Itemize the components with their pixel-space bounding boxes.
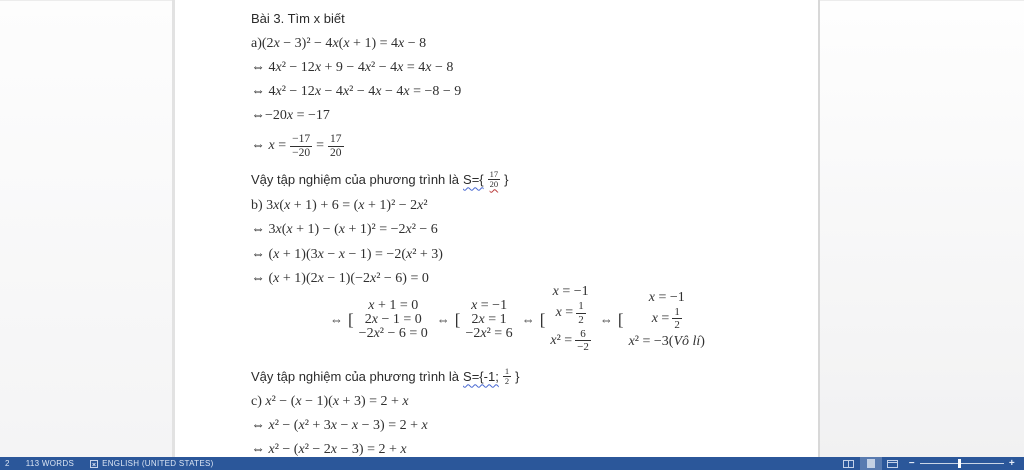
- equivalence-arrow: ⇔: [599, 312, 613, 327]
- equation-b-1: ⇔ 3x(x + 1) − (x + 1)² = −2x² − 6: [251, 222, 438, 237]
- equals-sign: =: [316, 138, 325, 154]
- case-row: x² = −3(Vô lí): [628, 334, 705, 350]
- case-group-1: [330, 299, 428, 341]
- item-label-a: a): [251, 36, 262, 51]
- equation-a-1: ⇔ 4x² − 12x + 9 − 4x² − 4x = 4x − 8: [251, 60, 454, 75]
- equation-a-solution: [251, 133, 344, 160]
- equation-a-0: a)(2x − 3)² − 4x(x + 1) = 4x − 8: [251, 36, 427, 51]
- case-bracket: [: [617, 310, 624, 329]
- case-group-3: [522, 285, 591, 354]
- case-row: x = −1: [471, 298, 508, 313]
- solution-set-close: }: [515, 369, 520, 385]
- case-row: x = −1: [552, 284, 589, 300]
- fraction: $\frac{6}{-2}$: [577, 328, 589, 354]
- status-bar-right: [838, 457, 1024, 470]
- word-count[interactable]: 113 WORDS: [25, 459, 75, 468]
- case-row: x = −1: [648, 289, 685, 305]
- solution-set-open: S={: [463, 172, 484, 188]
- solution-prefix: ⇔ x =: [251, 138, 287, 154]
- case-row: x = $\frac{1}{2}$: [555, 300, 584, 326]
- read-mode-button[interactable]: [838, 457, 860, 470]
- case-row: 2x − 1 = 0: [364, 312, 422, 327]
- solution-set-close: }: [504, 172, 509, 188]
- case-row: −2x² = 6: [465, 326, 513, 341]
- case-bracket: [: [454, 310, 461, 329]
- equation-c-2: ⇔ x² − (x² − 2x − 3) = 2 + x: [251, 442, 407, 457]
- case-group-2: [437, 299, 513, 341]
- page-indicator[interactable]: 2: [5, 459, 10, 468]
- case-row: −2x² − 6 = 0: [358, 326, 428, 341]
- zoom-out-button[interactable]: −: [908, 457, 915, 469]
- equation-c-1: ⇔ x² − (x² + 3x − x − 3) = 2 + x: [251, 418, 428, 433]
- fraction: $\frac{1}{2}$: [674, 305, 680, 331]
- case-row: x² = $\frac{6}{-2}$: [550, 328, 589, 354]
- exercise-title: Bài 3. Tìm x biết: [251, 11, 345, 26]
- canvas-right-margin: [820, 0, 1024, 457]
- zoom-in-button[interactable]: +: [1008, 457, 1015, 469]
- status-bar: [0, 457, 1024, 470]
- language-indicator[interactable]: ENGLISH (UNITED STATES): [102, 459, 214, 468]
- conclusion-b: [251, 367, 519, 387]
- case-row: 2x = 1: [471, 312, 507, 327]
- fraction: $\frac{17}{20}$: [330, 133, 342, 159]
- case-bracket: [: [539, 310, 546, 329]
- item-label-c: c): [251, 394, 262, 409]
- conclusion-a: [251, 170, 508, 190]
- equivalence-arrow: ⇔: [330, 312, 343, 327]
- equation-c-0: c) x² − (x − 1)(x + 3) = 2 + x: [251, 394, 409, 409]
- print-layout-icon: [867, 459, 875, 468]
- document-page[interactable]: [175, 0, 818, 457]
- print-layout-button[interactable]: [860, 457, 882, 470]
- fraction: $\frac{1}{2}$: [578, 300, 584, 326]
- status-bar-left: [0, 459, 230, 468]
- fraction: $\frac{1}{2}$: [504, 366, 510, 387]
- case-group-4: [600, 291, 705, 350]
- equation-b-3: ⇔ (x + 1)(2x − 1)(−2x² − 6) = 0: [251, 271, 429, 286]
- equation-a-3: ⇔−20x = −17: [251, 108, 330, 123]
- solution-set-open: S={-1;: [463, 369, 499, 385]
- zoom-slider-thumb[interactable]: [958, 459, 961, 468]
- equation-b-2: ⇔ (x + 1)(3x − x − 1) = −2(x² + 3): [251, 247, 443, 262]
- equivalence-arrow: ⇔: [436, 312, 450, 327]
- case-row: x = $\frac{1}{2}$: [651, 305, 680, 331]
- equation-b-0: b) 3x(x + 1) + 6 = (x + 1)² − 2x²: [251, 198, 428, 213]
- case-bracket-derivation: [330, 284, 705, 354]
- web-layout-button[interactable]: [882, 457, 904, 470]
- case-row: x + 1 = 0: [368, 298, 419, 313]
- conclusion-text: Vậy tập nghiệm của phương trình là: [251, 172, 460, 188]
- equation-a-2: ⇔ 4x² − 12x − 4x² − 4x − 4x = −8 − 9: [251, 84, 462, 99]
- conclusion-text: Vậy tập nghiệm của phương trình là: [251, 369, 460, 385]
- fraction: $\frac{17}{20}$: [489, 169, 499, 190]
- proofing-errors-icon[interactable]: [90, 460, 98, 468]
- web-layout-icon: [887, 460, 898, 468]
- case-bracket: [: [348, 310, 354, 329]
- fraction: $\frac{-17}{-20}$: [292, 133, 311, 159]
- equivalence-arrow: ⇔: [521, 312, 535, 327]
- item-label-b: b): [251, 198, 263, 213]
- zoom-slider[interactable]: [920, 463, 1004, 464]
- canvas-left-margin: [0, 0, 172, 457]
- read-mode-icon: [843, 460, 854, 468]
